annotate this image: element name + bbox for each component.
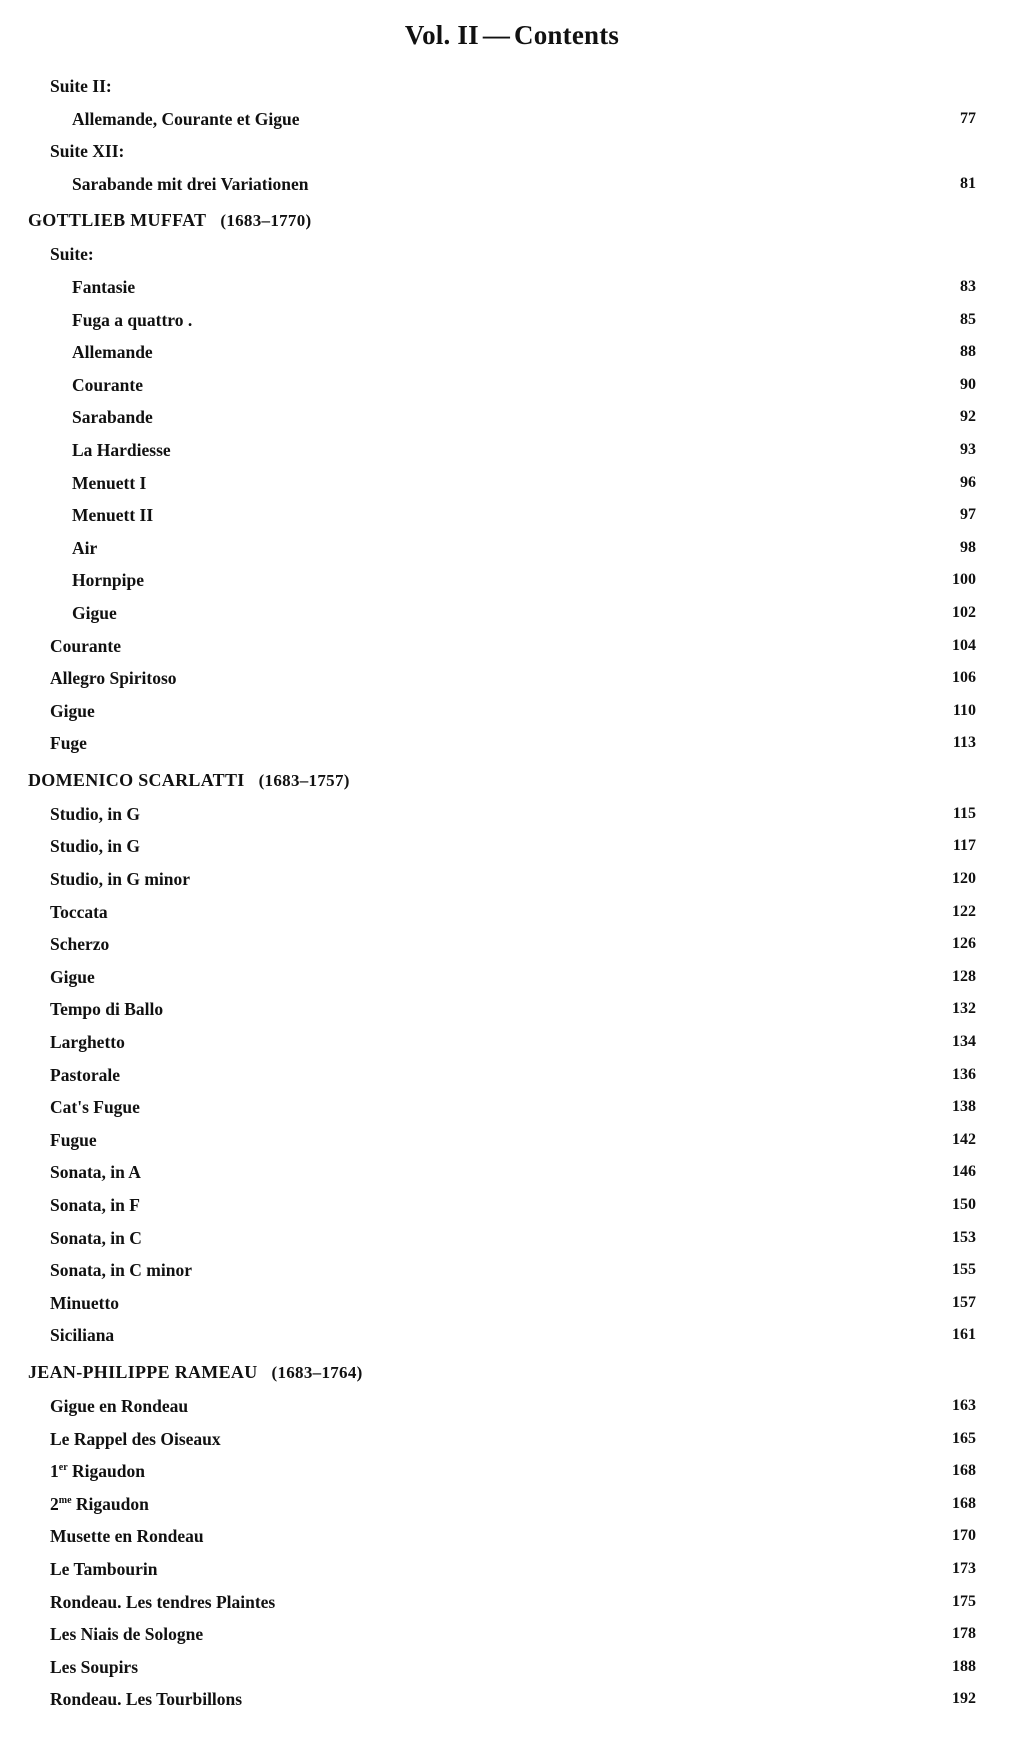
- entry-title: Tempo di Ballo: [50, 999, 164, 1020]
- composer-name: JEAN-PHILIPPE RAMEAU: [28, 1361, 258, 1382]
- toc-entry: [0, 1683, 1024, 1716]
- toc-entry: [0, 1287, 1024, 1320]
- page-number: 168: [952, 1494, 976, 1512]
- table-of-contents: [0, 70, 1024, 1716]
- toc-entry: [0, 1091, 1024, 1124]
- page-number: 134: [952, 1033, 976, 1051]
- toc-entry: [0, 401, 1024, 434]
- toc-entry: [0, 597, 1024, 630]
- toc-entry: [0, 532, 1024, 565]
- page-number: 136: [952, 1065, 976, 1083]
- page-number: 77: [960, 109, 976, 127]
- toc-entry: [0, 1026, 1024, 1059]
- page-number: 92: [960, 408, 976, 426]
- toc-entry: [0, 1124, 1024, 1157]
- entry-title: Sonata, in A: [50, 1162, 141, 1183]
- composer-label: [28, 762, 350, 799]
- composer-heading: [0, 762, 1024, 798]
- toc-entry: [0, 1222, 1024, 1255]
- toc-entry: [0, 1586, 1024, 1619]
- page-number: 117: [952, 837, 976, 855]
- entry-title: Allemande, Courante et Gigue: [72, 108, 300, 129]
- entry-title: Menuett II: [72, 505, 154, 526]
- page-number: 188: [952, 1657, 976, 1675]
- entry-title: Studio, in G: [50, 803, 140, 824]
- page-number: 178: [952, 1625, 976, 1643]
- toc-entry: [0, 1254, 1024, 1287]
- toc-entry: [0, 993, 1024, 1026]
- entry-title: Sarabande: [72, 407, 153, 428]
- entry-title: Menuett I: [72, 472, 147, 493]
- page-number: 142: [952, 1130, 976, 1148]
- toc-entry: [0, 798, 1024, 831]
- page-number: 192: [952, 1690, 976, 1708]
- composer-label: [28, 202, 311, 239]
- composer-heading: [0, 1354, 1024, 1390]
- page-number: 126: [952, 935, 976, 953]
- entry-title: Siciliana: [50, 1325, 115, 1346]
- entry-title: Fuge: [50, 733, 87, 754]
- entry-ordinal: 1: [50, 1461, 59, 1482]
- page-number: 104: [952, 636, 976, 654]
- page-number: 173: [952, 1559, 976, 1577]
- suite-label: Suite II:: [50, 76, 112, 96]
- entry-title: Fugue: [50, 1129, 97, 1150]
- toc-entry: [0, 168, 1024, 201]
- toc-entry: [0, 961, 1024, 994]
- page-number: 113: [952, 734, 976, 752]
- page-number: 81: [960, 174, 976, 192]
- entry-ordinal-suffix: er: [58, 1462, 68, 1474]
- toc-entry: [0, 564, 1024, 597]
- page-number: 146: [952, 1163, 976, 1181]
- entry-title: Sarabande mit drei Variationen: [72, 173, 309, 194]
- entry-title: Gigue: [50, 700, 95, 721]
- composer-name: GOTTLIEB MUFFAT: [28, 210, 207, 231]
- entry-title: Le Rappel des Oiseaux: [50, 1428, 221, 1449]
- suite-heading: [0, 238, 1024, 271]
- entry-title: Scherzo: [50, 934, 110, 955]
- entry-title: Rondeau. Les tendres Plaintes: [50, 1591, 276, 1612]
- page-number: 155: [952, 1261, 976, 1279]
- entry-title: [50, 1488, 149, 1521]
- entry-title: Sonata, in F: [50, 1195, 140, 1215]
- page-number: 153: [952, 1228, 976, 1246]
- entry-title: Gigue: [72, 602, 117, 623]
- toc-entry: [0, 1059, 1024, 1092]
- toc-entry: [0, 304, 1024, 337]
- entry-title: Sonata, in C minor: [50, 1260, 192, 1281]
- toc-entry: [0, 271, 1024, 304]
- entry-title: Studio, in G: [50, 836, 140, 857]
- suite-label: Suite XII:: [50, 141, 125, 162]
- entry-title: Air: [72, 537, 98, 558]
- page-number: 138: [952, 1098, 976, 1116]
- page-number: 93: [960, 440, 976, 458]
- composer-name: DOMENICO SCARLATTI: [28, 769, 245, 790]
- entry-ordinal-suffix: me: [58, 1494, 72, 1506]
- toc-entry: [0, 1488, 1024, 1521]
- entry-title: Allegro Spiritoso: [50, 668, 177, 689]
- page-number: 170: [952, 1527, 976, 1545]
- composer-dates: (1683–1757): [258, 770, 350, 790]
- toc-entry: [0, 1553, 1024, 1586]
- composer-dates: (1683–1764): [271, 1362, 363, 1382]
- entry-title-rest: Rigaudon: [67, 1461, 145, 1482]
- toc-entry: [0, 434, 1024, 467]
- toc-entry: [0, 1189, 1024, 1222]
- page-number: 132: [952, 1000, 976, 1018]
- page-number: 163: [952, 1396, 976, 1414]
- entry-title-rest: Rigaudon: [71, 1493, 149, 1514]
- page-number: 120: [952, 870, 976, 888]
- toc-entry: [0, 1651, 1024, 1684]
- page-number: 115: [952, 804, 976, 822]
- entry-title: Fuga a quattro .: [72, 309, 193, 330]
- toc-entry: [0, 863, 1024, 896]
- page-number: 106: [952, 669, 976, 687]
- toc-entry: [0, 1455, 1024, 1488]
- entry-title: Cat's Fugue: [50, 1097, 140, 1118]
- toc-entry: [0, 499, 1024, 532]
- toc-entry: [0, 896, 1024, 929]
- page-number: 168: [952, 1462, 976, 1480]
- page-number: 85: [960, 310, 976, 328]
- page-number: 102: [952, 603, 976, 621]
- page-number: 175: [952, 1592, 976, 1610]
- page-number: 128: [952, 967, 976, 985]
- toc-entry: [0, 727, 1024, 760]
- entry-title: Rondeau. Les Tourbillons: [50, 1689, 243, 1710]
- entry-ordinal: 2: [50, 1493, 59, 1514]
- suite-heading: [0, 70, 1024, 103]
- page-number: 83: [960, 277, 976, 295]
- entry-title: Courante: [50, 635, 121, 656]
- entry-title: Hornpipe: [72, 570, 144, 591]
- entry-title: Le Tambourin: [50, 1558, 158, 1579]
- toc-entry: [0, 1618, 1024, 1651]
- entry-title: Les Soupirs: [50, 1656, 139, 1677]
- entry-title: Sonata, in C: [50, 1227, 142, 1248]
- toc-entry: [0, 1520, 1024, 1553]
- composer-label: [28, 1354, 363, 1391]
- entry-title: Toccata: [50, 901, 108, 922]
- entry-title: Gigue: [50, 966, 95, 987]
- toc-entry: [0, 662, 1024, 695]
- toc-entry: [0, 1156, 1024, 1189]
- suite-heading: [0, 135, 1024, 168]
- page-number: 90: [960, 375, 976, 393]
- entry-title: Studio, in G minor: [50, 869, 191, 890]
- composer-heading: [0, 202, 1024, 238]
- entry-title: Gigue en Rondeau: [50, 1395, 189, 1416]
- entry-title: Musette en Rondeau: [50, 1526, 204, 1547]
- page-number: 157: [952, 1293, 976, 1311]
- composer-dates: (1683–1770): [220, 211, 312, 231]
- entry-title: Pastorale: [50, 1064, 120, 1085]
- toc-entry: [0, 830, 1024, 863]
- page-number: 122: [952, 902, 976, 920]
- page-number: 165: [952, 1429, 976, 1447]
- page-number: 100: [952, 571, 976, 589]
- toc-entry: [0, 103, 1024, 136]
- toc-entry: [0, 695, 1024, 728]
- entry-title: Allemande: [72, 342, 153, 363]
- toc-entry: [0, 630, 1024, 663]
- entry-title: Courante: [72, 374, 143, 395]
- page-number: 97: [960, 506, 976, 524]
- toc-entry: [0, 1423, 1024, 1456]
- page-number: 110: [952, 701, 976, 719]
- toc-entry: [0, 928, 1024, 961]
- entry-title: Fantasie: [72, 276, 136, 297]
- page-number: 98: [960, 538, 976, 556]
- page-number: 96: [960, 473, 976, 491]
- page-number: 161: [952, 1326, 976, 1344]
- title-volume: Vol. II: [404, 20, 479, 50]
- page-number: 88: [960, 343, 976, 361]
- suite-label: Suite:: [50, 244, 94, 265]
- page-title: [0, 20, 1024, 51]
- entry-title: [50, 1455, 145, 1488]
- toc-entry: [0, 1390, 1024, 1423]
- entry-title: Minuetto: [50, 1292, 120, 1313]
- toc-entry: [0, 1319, 1024, 1352]
- toc-entry: [0, 336, 1024, 369]
- entry-title: Les Niais de Sologne: [50, 1624, 204, 1645]
- title-word: Contents: [514, 20, 620, 50]
- title-dash: —: [482, 20, 511, 50]
- page-number: 150: [952, 1196, 976, 1213]
- toc-entry: [0, 369, 1024, 402]
- entry-title: Larghetto: [50, 1032, 125, 1053]
- entry-title: La Hardiesse: [72, 439, 171, 460]
- toc-entry: [0, 467, 1024, 500]
